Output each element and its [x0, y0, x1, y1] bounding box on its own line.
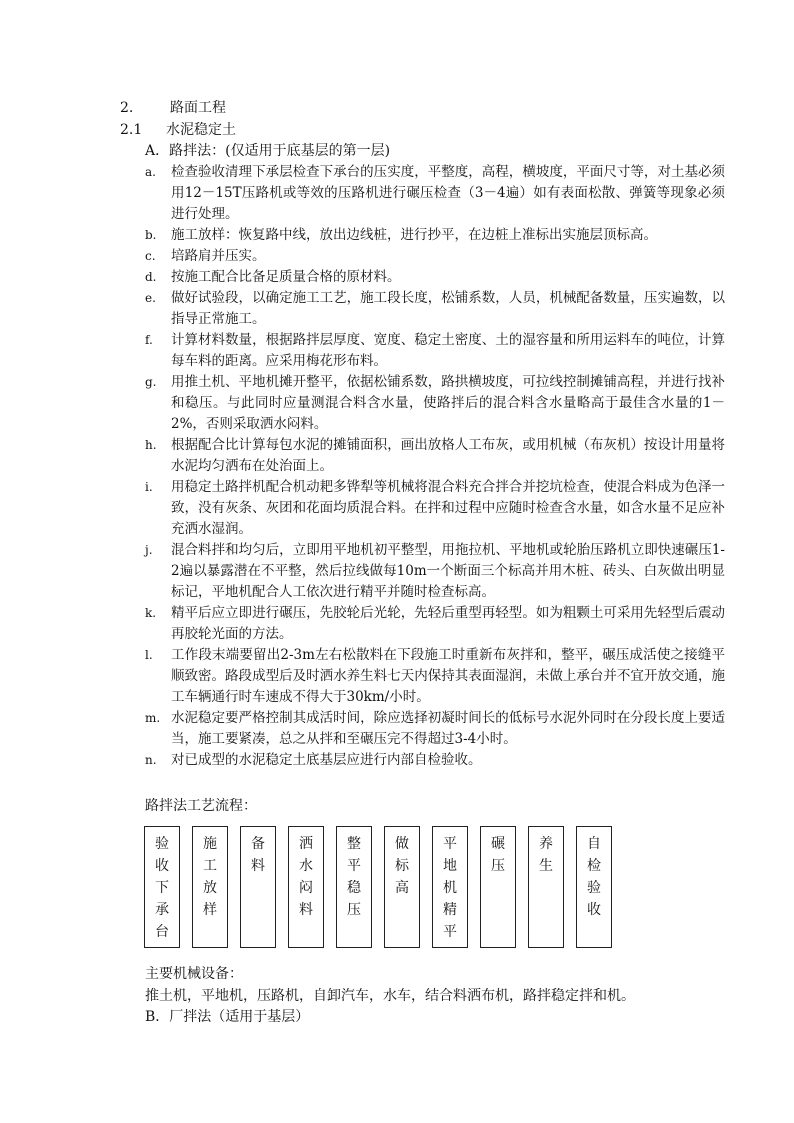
step-marker: b.: [145, 228, 157, 242]
step-marker: i.: [145, 480, 153, 494]
flow-step-label: 整平稳压: [347, 836, 361, 918]
step-text: 精平后应立即进行碾压，先胶轮后光轮，先轻后重型再轻型。如为粗颗土可采用先轻型后震动再胶轮光面的方法。: [171, 605, 725, 642]
step-text: 施工放样：恢复路中线，放出边线桩，进行抄平，在边桩上准标出实施层顶标高。: [171, 227, 657, 243]
step-text: 计算材料数量，根据路拌层厚度、宽度、稳定土密度、土的湿容量和所用运料车的吨位，计算每车料的距离。应采用梅花形布料。: [171, 332, 725, 369]
flow-step-label: 施工放样: [203, 836, 217, 918]
flow-step-label: 验收下承台: [155, 836, 169, 940]
process-flowchart: [144, 826, 614, 950]
step-item: [145, 267, 725, 288]
step-marker: h.: [145, 438, 157, 452]
flow-step-label: 自检验收: [587, 836, 601, 918]
method-a-heading: A．路拌法：(仅适用于底基层的第一层): [145, 143, 391, 159]
step-text: 检查验收清理下承层检查下承台的压实度，平整度，高程，横坡度，平面尺寸等，对土基必须用12－15T压路机或等效的压路机进行碾压检查（3－4遍）如有表面松散、弹簧等现象必须进行处理。: [171, 164, 725, 222]
section-number: 2.: [120, 100, 134, 116]
subsection-number: 2.1: [120, 122, 143, 138]
step-item: [145, 162, 725, 225]
step-text: 混合料拌和均匀后，立即用平地机初平整型，用拖拉机、平地机或轮胎压路机立即快速碾压1-2遍以暴露潜在不平整，然后拉线做每10m一个断面三个标高并用木桩、砖头、白灰做出明显标记，平地机配合人工依次进行精平并随时检查标高。: [171, 542, 725, 600]
step-marker: f.: [145, 333, 153, 347]
step-item: [145, 540, 725, 603]
flow-step-label: 洒水闷料: [299, 836, 313, 918]
step-text: 培路肩并压实。: [171, 248, 266, 264]
flow-step-box: [336, 826, 372, 948]
step-text: 用稳定土路拌机配合机动耙多铧犁等机械将混合料充合拌合并挖坑检查，使混合料成为色泽一致，没有灰条、灰团和花面均质混合料。在拌和过程中应随时检查含水量，如含水量不足应补充洒水湿润。: [171, 479, 725, 537]
flow-step-label: 养生: [539, 836, 553, 874]
step-item: [145, 708, 725, 750]
step-item: [145, 330, 725, 372]
step-marker: a.: [145, 165, 156, 179]
equipment-title: 主要机械设备：: [145, 966, 243, 982]
step-marker: d.: [145, 270, 157, 284]
flow-step-box: [528, 826, 564, 948]
section-title: 路面工程: [170, 100, 226, 116]
step-text: 做好试验段，以确定施工工艺，施工段长度，松铺系数，人员，机械配备数量，压实遍数，以指导正常施工。: [171, 290, 725, 327]
section-heading: [120, 98, 226, 118]
flow-step-box: [480, 826, 516, 948]
subsection-heading: [120, 120, 236, 140]
step-marker: n.: [145, 753, 157, 767]
step-text: 用推土机、平地机摊开整平，依据松铺系数，路拱横坡度，可拉线控制摊铺高程，并进行找补和稳压。与此同时应量测混合料含水量，使路拌后的混合料含水量略高于最佳含水量的1－2%，否则采取洒水闷料。: [171, 374, 725, 432]
step-item: [145, 246, 725, 267]
step-marker: l.: [145, 648, 153, 662]
flow-title: 路拌法工艺流程：: [145, 798, 257, 814]
flow-step-label: 平地机精平: [443, 836, 457, 940]
step-item: [145, 372, 725, 435]
step-text: 根据配合比计算每包水泥的摊铺面积，画出放格人工布灰，或用机械（布灰机）按设计用量将水泥均匀洒布在处治面上。: [171, 437, 725, 474]
flow-step-box: [384, 826, 420, 948]
method-b-heading: B．厂拌法（适用于基层）: [145, 1009, 310, 1025]
step-marker: c.: [145, 249, 156, 263]
flow-step-box: [576, 826, 612, 948]
flow-step-label: 备料: [251, 836, 265, 874]
step-item: [145, 288, 725, 330]
flow-step-box: [192, 826, 228, 948]
step-marker: e.: [145, 291, 156, 305]
step-text: 工作段末端要留出2-3m左右松散料在下段施工时重新布灰拌和，整平，碾压成活使之接缝平顺致密。路段成型后及时洒水养生料七天内保持其表面湿润，未做上承台并不宜开放交通，施工车辆通行时车速成不得大于30km/小时。: [171, 647, 725, 705]
step-marker: k.: [145, 606, 157, 620]
step-list: [145, 162, 725, 771]
step-marker: g.: [145, 375, 157, 389]
step-marker: m.: [145, 711, 161, 725]
step-text: 按施工配合比备足质量合格的原材料。: [171, 269, 401, 285]
step-text: 水泥稳定要严格控制其成活时间，除应选择初凝时间长的低标号水泥外同时在分段长度上要适当，施工要紧凑，总之从拌和至碾压完不得超过3-4小时。: [171, 710, 725, 747]
flow-step-label: 碾压: [491, 836, 505, 874]
flow-step-label: 做标高: [395, 836, 409, 896]
equipment-list: 推土机，平地机，压路机，自卸汽车，水车，结合料洒布机，路拌稳定拌和机。: [145, 988, 635, 1004]
step-item: [145, 645, 725, 708]
step-item: [145, 750, 725, 771]
flow-step-box: [288, 826, 324, 948]
step-marker: j.: [145, 543, 153, 557]
flow-step-box: [144, 826, 180, 948]
step-item: [145, 435, 725, 477]
flow-step-box: [240, 826, 276, 948]
step-text: 对已成型的水泥稳定土底基层应进行内部自检验收。: [171, 752, 482, 768]
step-item: [145, 225, 725, 246]
step-item: [145, 477, 725, 540]
flow-step-box: [432, 826, 468, 948]
subsection-title: 水泥稳定土: [166, 122, 236, 138]
step-item: [145, 603, 725, 645]
